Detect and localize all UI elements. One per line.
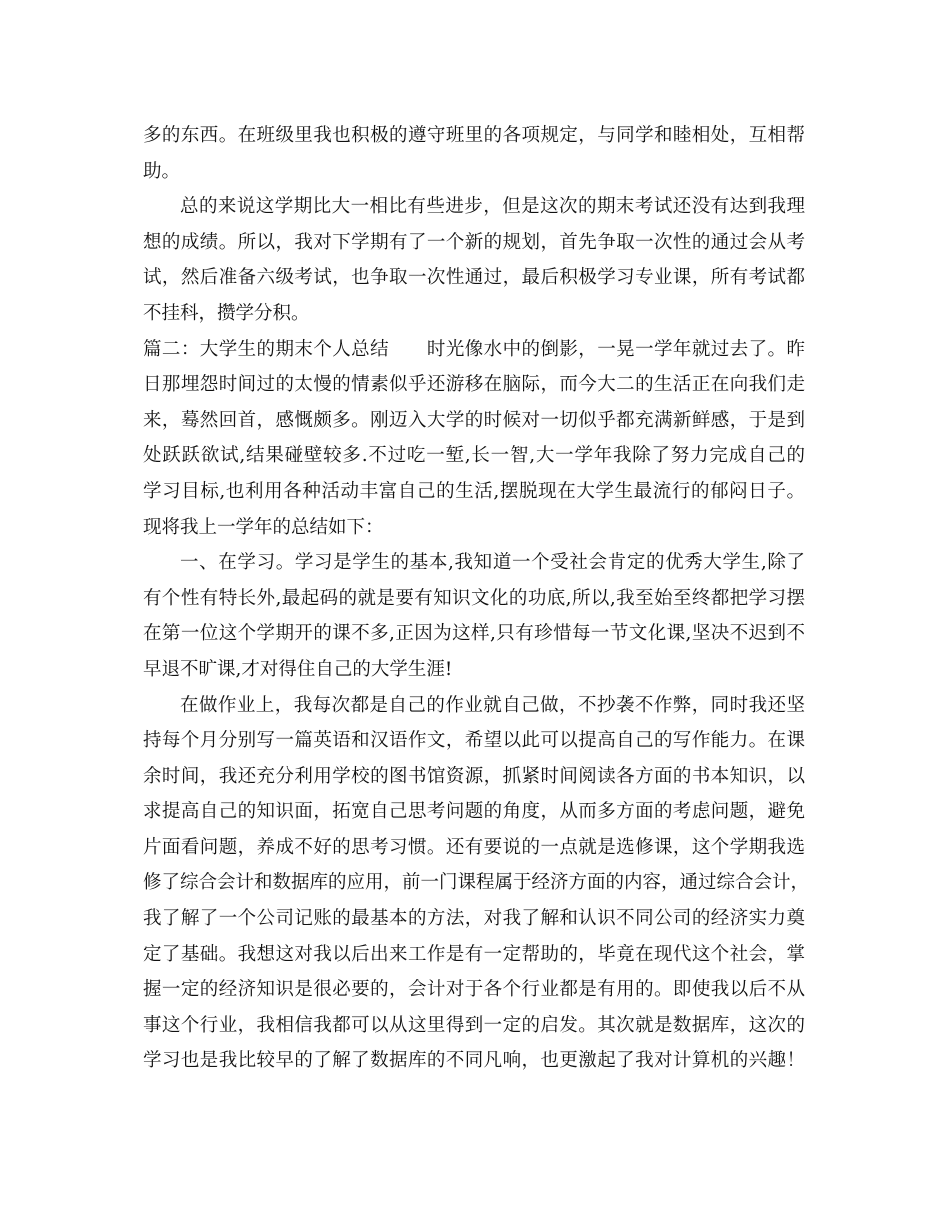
text-line: 想的成绩。所以，我对下学期有了一个新的规划，首先争取一次性的通过会从考 bbox=[143, 231, 805, 253]
text-line: 不挂科，攒学分积。 bbox=[143, 302, 310, 324]
text-line: 多的东西。在班级里我也积极的遵守班里的各项规定，与同学和睦相处，互相帮 bbox=[143, 125, 805, 146]
text-line: 在做作业上，我每次都是自己的作业就自己做，不抄袭不作弊，同时我还坚 bbox=[180, 694, 805, 716]
text-line: 来，蓦然回首，感慨颇多。刚迈入大学的时候对一切似乎都充满新鲜感，于是到 bbox=[143, 409, 805, 431]
text-line: 修了综合会计和数据库的应用，前一门课程属于经济方面的内容，通过综合会计， bbox=[143, 872, 810, 894]
text-line: 有个性有特长外,最起码的就是要有知识文化的功底,所以,我至始至终都把学习摆 bbox=[143, 587, 805, 609]
text-line: 求提高自己的知识面，拓宽自己思考问题的角度，从而多方面的考虑问题，避免 bbox=[143, 801, 805, 823]
text-line: 持每个月分别写一篇英语和汉语作文，希望以此可以提高自己的写作能力。在课 bbox=[143, 730, 805, 752]
text-line: 现将我上一学年的总结如下： bbox=[143, 516, 384, 538]
text-line: 一、在学习。学习是学生的基本,我知道一个受社会肯定的优秀大学生,除了 bbox=[180, 552, 805, 574]
text-line: 日那埋怨时间过的太慢的情素似乎还游移在脑际，而今大二的生活正在向我们走 bbox=[143, 374, 805, 396]
text-line: 篇二：大学生的期末个人总结 时光像水中的倒影，一晃一学年就过去了。昨 bbox=[143, 338, 805, 360]
text-line: 总的来说这学期比大一相比有些进步，但是这次的期末考试还没有达到我理 bbox=[180, 196, 805, 218]
text-line: 处跃跃欲试,结果碰壁较多.不过吃一堑,长一智,大一学年我除了努力完成自己的 bbox=[143, 445, 805, 467]
text-line: 学习目标,也利用各种活动丰富自己的生活,摆脱现在大学生最流行的郁闷日子。 bbox=[143, 480, 805, 502]
text-line: 助。 bbox=[143, 160, 181, 182]
text-line: 试，然后准备六级考试，也争取一次性通过，最后积极学习专业课，所有考试都 bbox=[143, 267, 805, 289]
text-line: 早退不旷课,才对得住自己的大学生涯! bbox=[143, 658, 453, 680]
text-line: 定了基础。我想这对我以后出来工作是有一定帮助的，毕竟在现代这个社会，掌 bbox=[143, 943, 805, 965]
text-line: 我了解了一个公司记账的最基本的方法，对我了解和认识不同公司的经济实力奠 bbox=[143, 908, 805, 930]
text-line: 在第一位这个学期开的课不多,正因为这样,只有珍惜每一节文化课,坚决不迟到不 bbox=[143, 623, 805, 645]
document-body bbox=[143, 118, 810, 1079]
text-line: 握一定的经济知识是很必要的，会计对于各个行业都是有用的。即使我以后不从 bbox=[143, 979, 805, 1001]
text-line: 事这个行业，我相信我都可以从这里得到一定的启发。其次就是数据库，这次的 bbox=[143, 1014, 805, 1036]
text-line: 片面看问题，养成不好的思考习惯。还有要说的一点就是选修课，这个学期我选 bbox=[143, 836, 805, 858]
text-line: 学习也是我比较早的了解了数据库的不同凡响，也更激起了我对计算机的兴趣！ bbox=[143, 1050, 805, 1072]
text-line: 余时间，我还充分利用学校的图书馆资源，抓紧时间阅读各方面的书本知识，以 bbox=[143, 765, 805, 787]
